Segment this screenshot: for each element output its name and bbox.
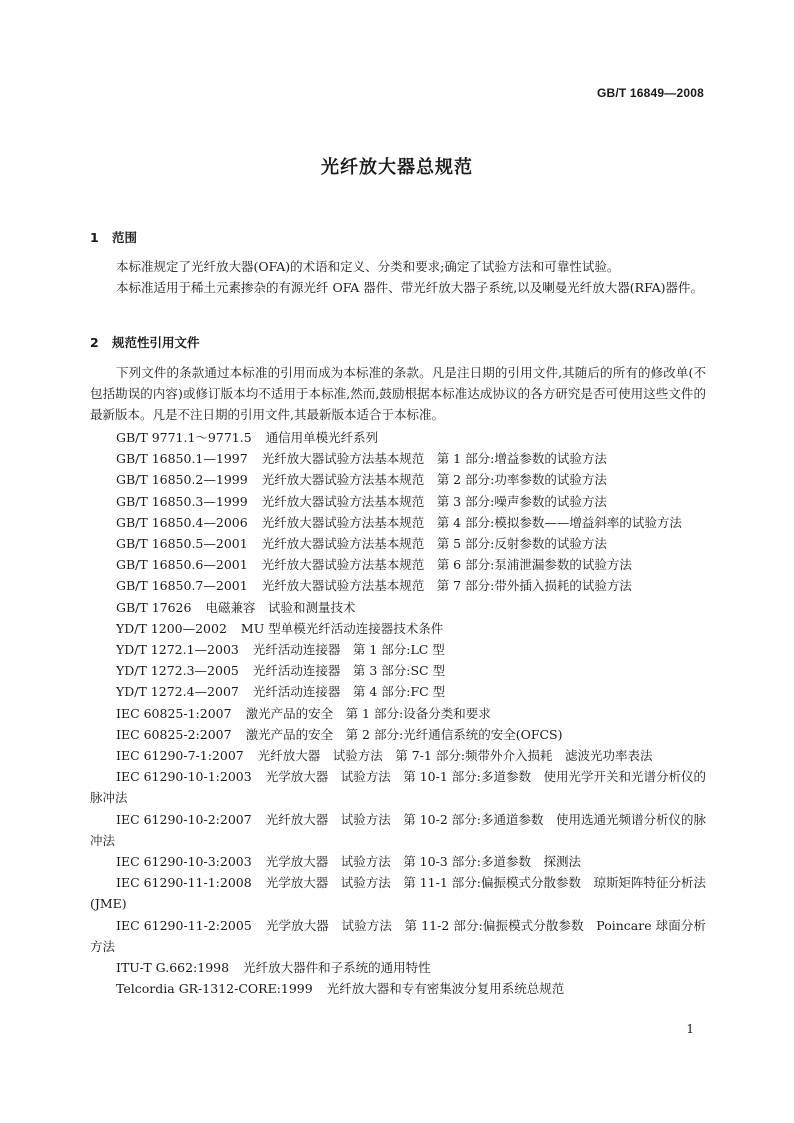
reference-item bbox=[90, 851, 706, 872]
scope-paragraph-2: 本标准适用于稀土元素掺杂的有源光纤 OFA 器件、带光纤放大器子系统,以及喇曼光纤放大器(RFA)器件。 bbox=[116, 280, 704, 295]
section-1-heading bbox=[90, 228, 137, 246]
reference-item bbox=[90, 809, 706, 851]
reference-item bbox=[90, 639, 706, 660]
reference-title: 光纤活动连接器 第 4 部分:FC 型 bbox=[252, 684, 446, 700]
standard-code: GB/T 16849—2008 bbox=[596, 86, 704, 100]
reference-item bbox=[90, 618, 706, 639]
section-2-heading bbox=[90, 333, 200, 351]
reference-title: 光纤活动连接器 第 1 部分:LC 型 bbox=[252, 642, 445, 658]
reference-title: 光纤放大器试验方法基本规范 第 4 部分:模拟参数——增益斜率的试验方法 bbox=[261, 514, 682, 530]
section-title: 范围 bbox=[112, 230, 138, 245]
reference-code: GB/T 16850.4—2006 bbox=[116, 514, 248, 530]
document-title: 光纤放大器总规范 bbox=[321, 157, 473, 178]
reference-title: 光学放大器 试验方法 第 10-1 部分:多道参数 使用光学开关和光谱分析仪的脉冲法 bbox=[90, 769, 706, 806]
reference-code: YD/T 1272.4—2007 bbox=[116, 684, 239, 700]
reference-code: GB/T 16850.5—2001 bbox=[116, 536, 248, 552]
reference-code: IEC 61290-10-1:2003 bbox=[116, 769, 252, 785]
reference-title: 激光产品的安全 第 1 部分:设备分类和要求 bbox=[245, 705, 491, 721]
reference-title: 光纤放大器件和子系统的通用特性 bbox=[243, 960, 431, 976]
section-number: 2 bbox=[90, 335, 99, 350]
reference-code: GB/T 16850.3—1999 bbox=[116, 493, 248, 509]
reference-code: GB/T 9771.1～9771.5 bbox=[116, 430, 252, 445]
reference-item bbox=[90, 766, 706, 808]
reference-title: 光纤放大器 试验方法 第 10-2 部分:多通道参数 使用选通光频谱分析仪的脉冲法 bbox=[90, 811, 706, 848]
reference-title: 光纤放大器试验方法基本规范 第 1 部分:增益参数的试验方法 bbox=[261, 451, 607, 467]
reference-item bbox=[90, 978, 706, 999]
reference-title: 光学放大器 试验方法 第 11-1 部分:偏振模式分散参数 琼斯矩阵特征分析法(JME) bbox=[90, 875, 706, 912]
reference-code: IEC 60825-1:2007 bbox=[116, 705, 232, 721]
reference-item bbox=[90, 427, 706, 448]
reference-item bbox=[90, 703, 706, 724]
scope-paragraph-1: 本标准规定了光纤放大器(OFA)的术语和定义、分类和要求;确定了试验方法和可靠性试验。 bbox=[116, 259, 620, 274]
reference-title: 激光产品的安全 第 2 部分:光纤通信系统的安全(OFCS) bbox=[245, 726, 563, 742]
reference-title: 光纤放大器试验方法基本规范 第 5 部分:反射参数的试验方法 bbox=[261, 536, 607, 552]
reference-code: IEC 61290-11-2:2005 bbox=[116, 917, 252, 933]
reference-code: GB/T 16850.6—2001 bbox=[116, 557, 248, 573]
reference-title: 光纤放大器和专有密集波分复用系统总规范 bbox=[326, 981, 565, 997]
reference-code: Telcordia GR-1312-CORE:1999 bbox=[116, 981, 313, 997]
reference-title: 光学放大器 试验方法 第 11-2 部分:偏振模式分散参数 Poincare 球面分析方法 bbox=[90, 917, 706, 954]
reference-title: MU 型单模光纤活动连接器技术条件 bbox=[240, 620, 444, 636]
reference-item bbox=[90, 575, 706, 596]
reference-title: 光纤放大器试验方法基本规范 第 2 部分:功率参数的试验方法 bbox=[261, 472, 607, 488]
reference-code: IEC 61290-10-2:2007 bbox=[116, 811, 252, 827]
reference-item bbox=[90, 597, 706, 618]
reference-item bbox=[90, 745, 706, 766]
reference-title: 光纤放大器试验方法基本规范 第 7 部分:带外插入损耗的试验方法 bbox=[261, 578, 632, 594]
reference-item bbox=[90, 660, 706, 681]
reference-item bbox=[90, 469, 706, 490]
reference-item bbox=[90, 512, 706, 533]
reference-item bbox=[90, 554, 706, 575]
reference-code: GB/T 17626 bbox=[116, 599, 192, 615]
normative-references-list bbox=[90, 427, 706, 999]
reference-code: IEC 60825-2:2007 bbox=[116, 726, 232, 742]
reference-code: IEC 61290-7-1:2007 bbox=[116, 748, 244, 764]
reference-item bbox=[90, 872, 706, 914]
reference-title: 光纤活动连接器 第 3 部分:SC 型 bbox=[252, 663, 446, 679]
reference-item bbox=[90, 491, 706, 512]
reference-item bbox=[90, 957, 706, 978]
reference-code: ITU-T G.662:1998 bbox=[116, 960, 230, 976]
reference-item bbox=[90, 681, 706, 702]
reference-code: YD/T 1272.3—2005 bbox=[116, 663, 239, 679]
page-number: 1 bbox=[686, 1022, 694, 1036]
reference-code: GB/T 16850.7—2001 bbox=[116, 578, 248, 594]
reference-code: GB/T 16850.1—1997 bbox=[116, 451, 248, 467]
reference-item bbox=[90, 724, 706, 745]
references-intro-paragraph: 下列文件的条款通过本标准的引用而成为本标准的条款。凡是注日期的引用文件,其随后的所有的修改单(不包括勘误的内容)或修订版本均不适用于本标准,然而,鼓励根据本标准达成协议的各方研究是否可使用这些文件的最新版本。凡是不注日期的引用文件,其最新版本适合于本标准。 bbox=[90, 365, 706, 423]
section-number: 1 bbox=[90, 230, 99, 245]
reference-code: YD/T 1200—2002 bbox=[116, 620, 227, 636]
reference-item bbox=[90, 915, 706, 957]
reference-title: 光纤放大器 试验方法 第 7-1 部分:频带外介入损耗 滤波光功率表法 bbox=[257, 748, 653, 764]
reference-item bbox=[90, 533, 706, 554]
section-title: 规范性引用文件 bbox=[112, 335, 200, 350]
reference-title: 光纤放大器试验方法基本规范 第 3 部分:噪声参数的试验方法 bbox=[261, 493, 607, 509]
reference-title: 通信用单模光纤系列 bbox=[265, 430, 379, 445]
reference-item bbox=[90, 448, 706, 469]
reference-code: IEC 61290-11-1:2008 bbox=[116, 875, 252, 891]
reference-code: IEC 61290-10-3:2003 bbox=[116, 854, 252, 870]
reference-code: YD/T 1272.1—2003 bbox=[116, 642, 239, 658]
reference-code: GB/T 16850.2—1999 bbox=[116, 472, 248, 488]
reference-title: 光学放大器 试验方法 第 10-3 部分:多道参数 探测法 bbox=[265, 854, 581, 870]
reference-title: 电磁兼容 试验和测量技术 bbox=[205, 599, 356, 615]
reference-title: 光纤放大器试验方法基本规范 第 6 部分:泵浦泄漏参数的试验方法 bbox=[261, 557, 632, 573]
